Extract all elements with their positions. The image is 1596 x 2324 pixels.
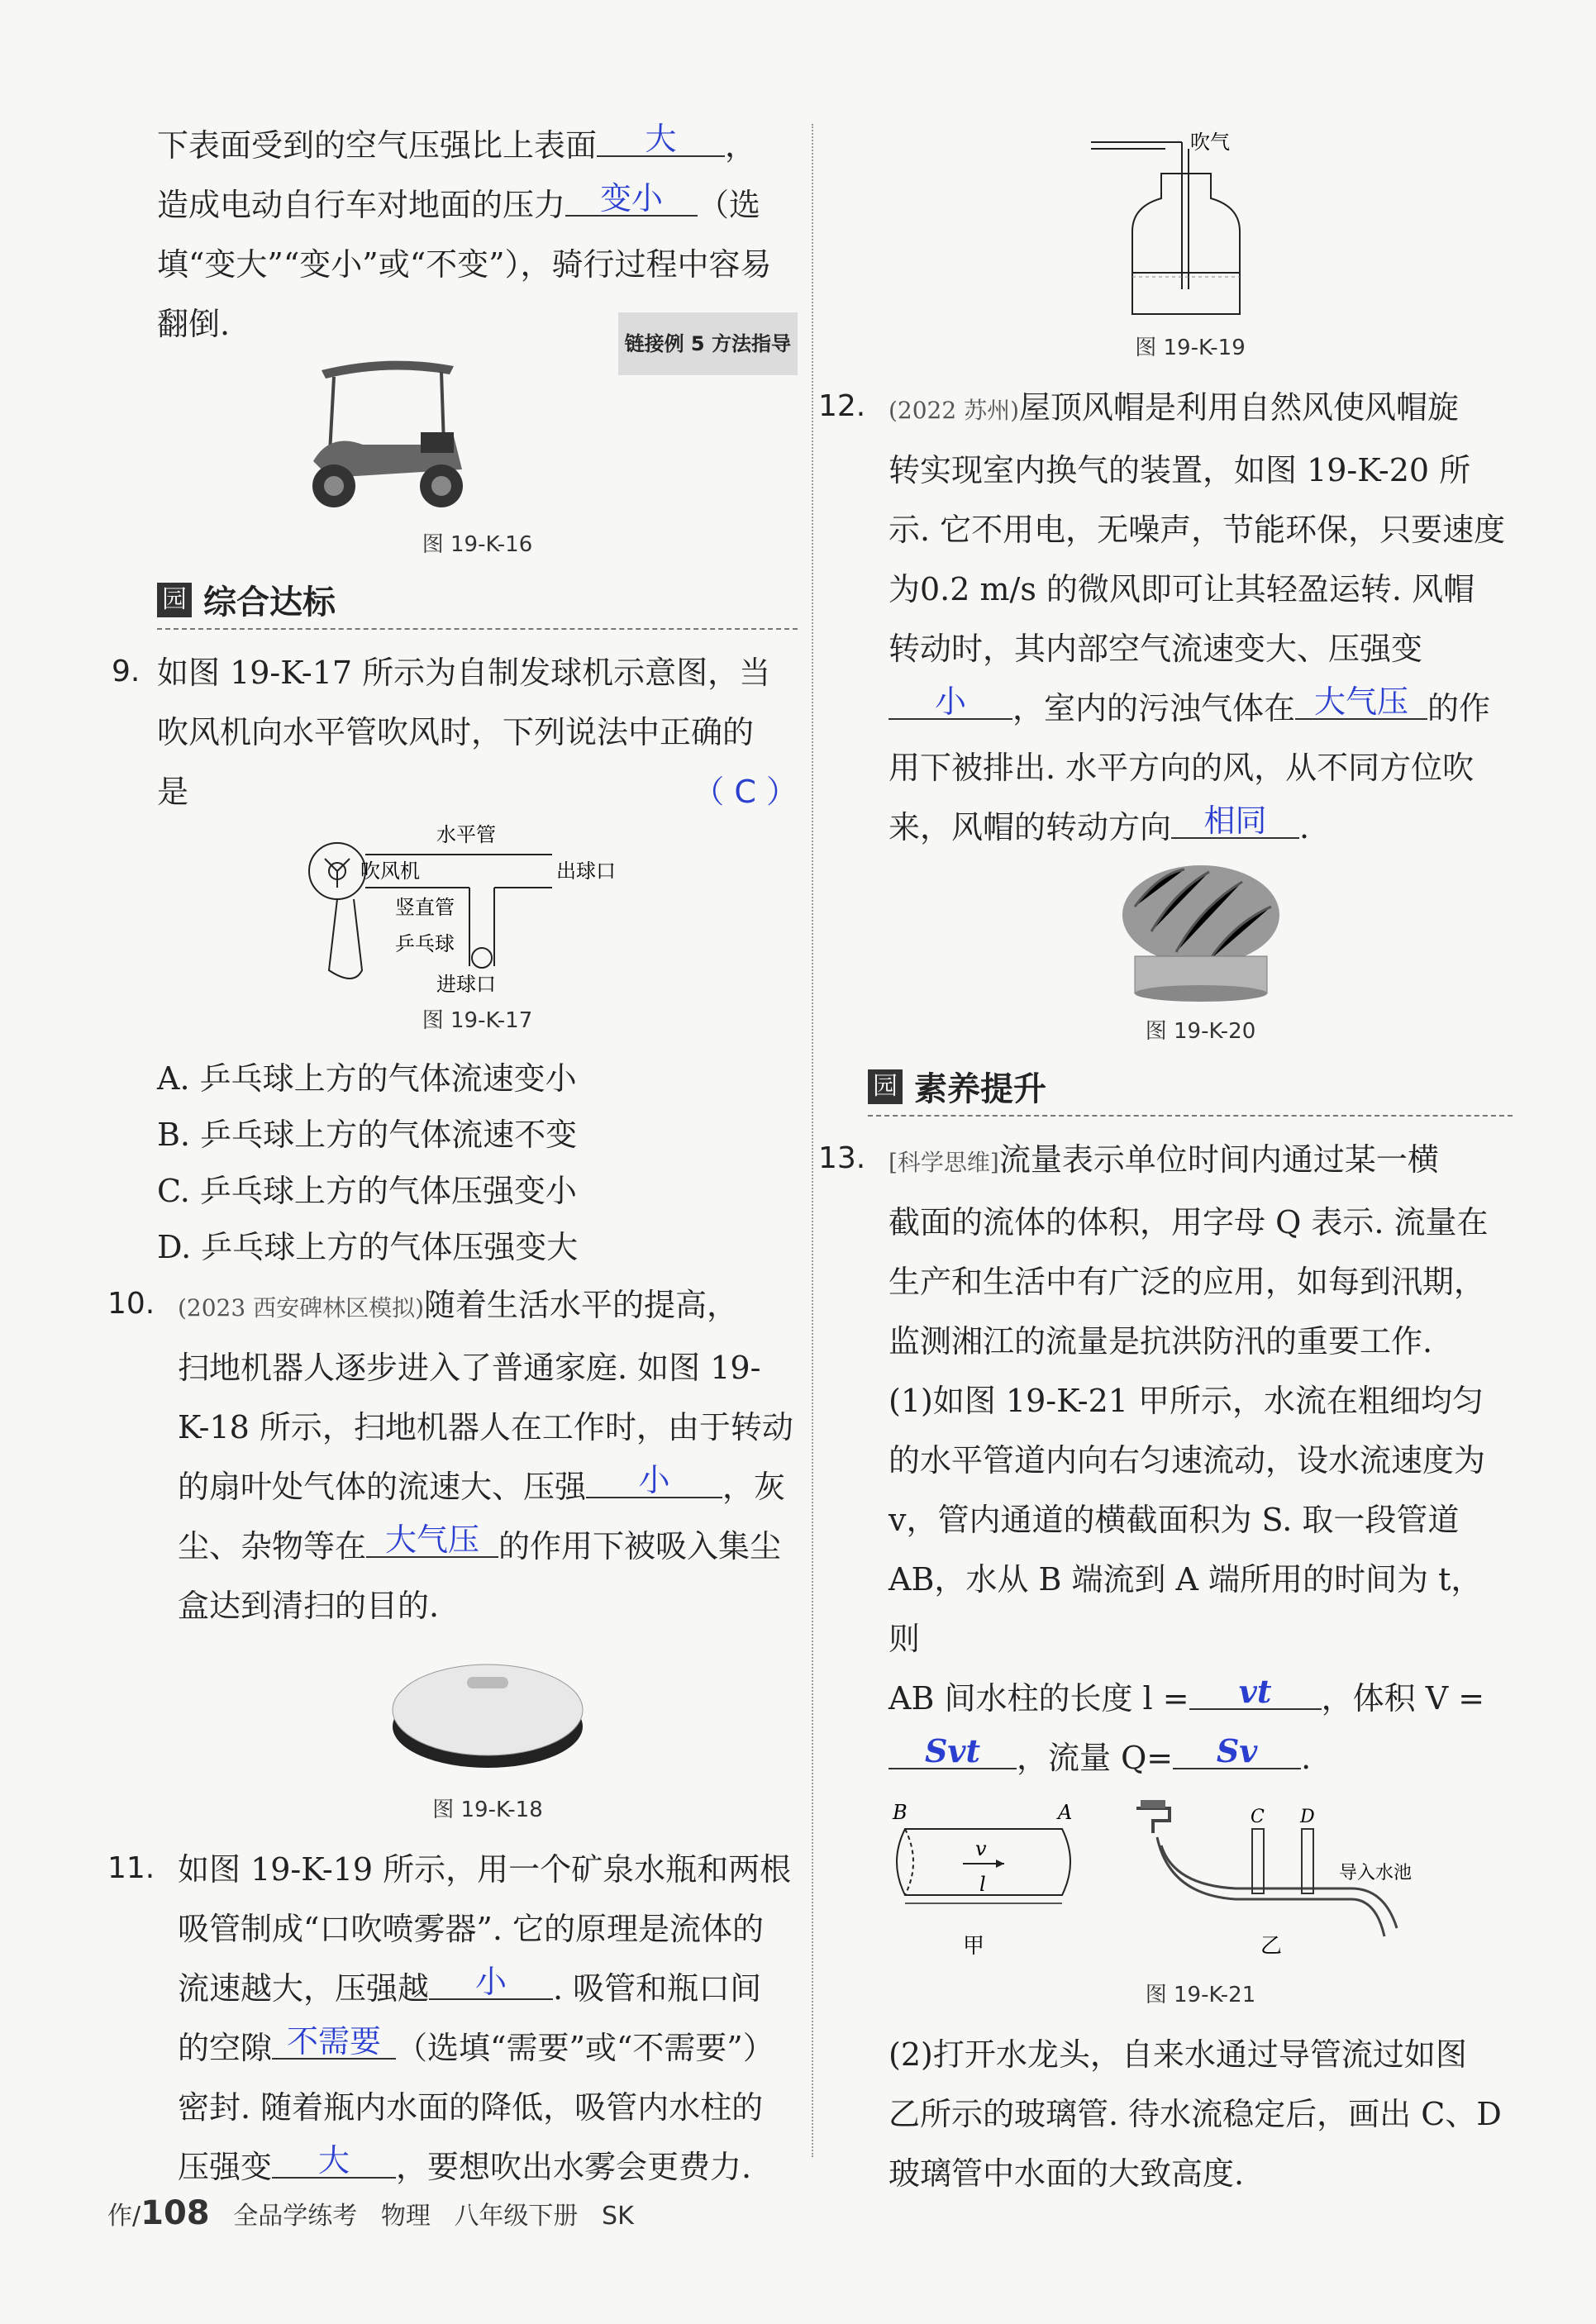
question-text: 乙所示的玻璃管. 待水流稳定后，画出 C、D — [889, 2096, 1502, 2132]
label-b: B — [893, 1801, 908, 1824]
label-c: C — [1251, 1807, 1265, 1827]
answer-blank: vt — [1189, 1675, 1322, 1710]
column-divider — [812, 124, 815, 2157]
spray-bottle-diagram — [1083, 124, 1298, 322]
question-text: 的扇叶处气体的流速大、压强 小 ，灰 — [178, 1462, 786, 1505]
subfigure-b-label: 乙 — [1260, 1934, 1283, 1959]
question-text: 用下被排出. 水平方向的风，从不同方位吹 — [889, 750, 1475, 786]
question-text: 小 ，室内的污浊气体在 大气压 的作 — [889, 679, 1513, 738]
question-source-tag: [科学思维] — [889, 1149, 999, 1176]
question-text: 吸管制成“口吹喷雾器”. 它的原理是流体的 — [178, 1911, 765, 1947]
question-text: 玻璃管中水面的大致高度. — [889, 2155, 1245, 2192]
question-text: [科学思维]流量表示单位时间内通过某一横 — [889, 1141, 1439, 1178]
flow-pipe-diagrams — [889, 1796, 1500, 1969]
label-blow: 吹气 — [1190, 131, 1230, 154]
option-a: A. 乒乓球上方的气体流速变小 — [157, 1060, 577, 1097]
label-blower: 吹风机 — [360, 860, 420, 883]
question-text: 是 （ C ） — [157, 762, 798, 821]
method-tip: 链接例 5 方法指导 — [618, 312, 798, 375]
question-text: 扫地机器人逐步进入了普通家庭. 如图 19- — [178, 1350, 761, 1386]
page-number: 108 — [141, 2194, 210, 2232]
question-text: 盒达到清扫的目的. — [178, 1588, 440, 1624]
ball-launcher-diagram — [304, 821, 651, 995]
section-header — [157, 576, 798, 630]
scooter-figure — [297, 354, 479, 519]
edition: SK — [602, 2202, 634, 2231]
question-text: K-18 所示，扫地机器人在工作时，由于转动 — [178, 1409, 793, 1445]
question-text: 监测湘江的流量是抗洪防汛的重要工作. — [889, 1323, 1433, 1360]
figure-caption: 图 19-K-16 — [422, 532, 533, 557]
figure-caption: 图 19-K-20 — [1145, 1019, 1256, 1044]
label-ball-outlet: 出球口 — [555, 860, 616, 883]
question-11 — [107, 1840, 798, 2197]
question-text: 尘、杂物等在 大气压 的作用下被吸入集尘 — [178, 1522, 782, 1564]
question-text: 吹风机向水平管吹风时，下列说法中正确的 — [157, 714, 755, 750]
figure-caption: 图 19-K-18 — [432, 1798, 543, 1822]
subfigure-a-label: 甲 — [963, 1934, 985, 1959]
question-text: v，管内通道的横截面积为 S. 取一段管道 — [889, 1502, 1460, 1538]
question-text: 生产和生活中有广泛的应用，如每到汛期， — [889, 1264, 1486, 1300]
intro-line-4: 翻倒. 链接例 5 方法指导 — [157, 294, 798, 354]
question-source-tag: (2023 西安碑林区模拟) — [178, 1294, 425, 1322]
question-text: 示. 它不用电，无噪声，节能环保，只要速度 — [889, 512, 1506, 548]
question-number: 12. — [818, 389, 866, 423]
question-text: AB，水从 B 端流到 A 端所用的时间为 t，则 — [889, 1561, 1483, 1657]
question-text: (2022 苏州)屋顶风帽是利用自然风使风帽旋 — [889, 389, 1460, 426]
option-c: C. 乒乓球上方的气体压强变小 — [157, 1173, 577, 1209]
answer-blank: 大 — [272, 2144, 396, 2179]
answer-choice: （ C ） — [693, 774, 798, 810]
figure-caption: 图 19-K-19 — [1135, 336, 1246, 360]
right-column — [818, 124, 1513, 2203]
intro-line-3: 填“变大”“变小”或“不变”），骑行过程中容易 — [157, 246, 772, 283]
roof-ventilator-figure — [1110, 857, 1292, 1006]
label-ping-pong-ball: 乒乓球 — [394, 932, 455, 955]
question-text: AB 间水柱的长度 l = vt ，体积 V = — [889, 1673, 1485, 1717]
question-13 — [818, 1130, 1513, 2203]
section-header — [868, 1063, 1513, 1117]
left-column — [107, 116, 798, 2197]
footer-prefix: 作/ — [107, 2202, 141, 2231]
question-number: 13. — [818, 1141, 866, 1175]
question-12 — [818, 378, 1513, 1045]
answer-blank: 小 — [429, 1965, 553, 2000]
question-number: 9. — [112, 655, 141, 688]
question-text: 转实现室内换气的装置，如图 19-K-20 所 — [889, 452, 1471, 488]
label-l: l — [979, 1873, 986, 1896]
question-text: 为0.2 m/s 的微风即可让其轻盈运转. 风帽 — [889, 571, 1475, 607]
section-icon: 园 — [868, 1069, 903, 1104]
page-footer — [107, 2194, 634, 2232]
question-text: Svt ，流量 Q= Sv . — [889, 1728, 1513, 1788]
section-title: 综合达标 — [203, 583, 336, 621]
label-v: v — [975, 1837, 987, 1860]
question-number: 11. — [107, 1851, 155, 1885]
option-d: D. 乒乓球上方的气体压强变大 — [157, 1229, 579, 1265]
label-ball-inlet: 进球口 — [436, 973, 496, 995]
label-a: A — [1058, 1801, 1073, 1824]
answer-blank: Sv — [1173, 1735, 1301, 1769]
option-b: B. 乒乓球上方的气体流速不变 — [157, 1117, 578, 1153]
question-text: (2023 西安碑林区模拟)随着生活水平的提高， — [178, 1287, 739, 1323]
question-text: 如图 19-K-19 所示，用一个矿泉水瓶和两根 — [178, 1851, 792, 1888]
question-number: 10. — [107, 1287, 155, 1321]
question-text: 密封. 随着瓶内水面的降低，吸管内水柱的 — [178, 2089, 764, 2126]
question-text: 如图 19-K-17 所示为自制发球机示意图，当 — [157, 655, 771, 691]
label-d: D — [1300, 1807, 1315, 1827]
answer-blank: 不需要 — [272, 2025, 396, 2060]
answer-blank: 大 — [597, 122, 725, 157]
intro-line-1: 下表面受到的空气压强比上表面 大 ， — [157, 121, 757, 164]
question-text: 来，风帽的转动方向 相同 . — [889, 802, 1310, 845]
answer-blank: 小 — [586, 1464, 722, 1498]
answer-blank: 大气压 — [1295, 685, 1427, 720]
question-text: (1)如图 19-K-21 甲所示，水流在粗细均匀 — [889, 1383, 1484, 1419]
question-text: 流速越大，压强越 小 . 吸管和瓶口间 — [178, 1964, 762, 2007]
grade: 八年级下册 — [454, 2202, 579, 2231]
answer-blank: 小 — [889, 685, 1012, 720]
subject: 物理 — [380, 2202, 431, 2231]
question-text: (2)打开水龙头，自来水通过导管流过如图 — [889, 2036, 1467, 2073]
intro-line-2: 造成电动自行车对地面的压力 变小 （选 — [157, 180, 761, 223]
question-text: 的水平管道内向右匀速流动，设水流速度为 — [889, 1442, 1486, 1479]
question-text: 的空隙 不需要 （选填“需要”或“不需要”） — [178, 2023, 774, 2066]
question-text: 压强变 大 ，要想吹出水雾会更费力. — [178, 2142, 752, 2185]
question-text: 截面的流体的体积，用字母 Q 表示. 流量在 — [889, 1204, 1489, 1241]
answer-blank: 相同 — [1171, 804, 1299, 839]
question-10 — [107, 1275, 798, 1823]
section-icon: 园 — [157, 583, 192, 617]
question-text: 转动时，其内部空气流速变大、压强变 — [889, 631, 1423, 667]
question-source-tag: (2022 苏州) — [889, 397, 1020, 424]
label-to-pool: 导入水池 — [1339, 1863, 1413, 1883]
answer-blank: Svt — [889, 1735, 1017, 1769]
figure-caption: 图 19-K-21 — [1145, 1983, 1256, 2007]
robot-vacuum-figure — [384, 1636, 591, 1784]
figure-caption: 图 19-K-17 — [422, 1008, 533, 1033]
label-horizontal-pipe: 水平管 — [436, 823, 496, 846]
label-vertical-pipe: 竖直管 — [394, 896, 455, 919]
answer-blank: 大气压 — [366, 1523, 498, 1558]
question-9 — [112, 643, 798, 1275]
book-title: 全品学练考 — [233, 2202, 358, 2231]
section-title: 素养提升 — [914, 1070, 1046, 1108]
answer-blank: 变小 — [565, 182, 698, 217]
